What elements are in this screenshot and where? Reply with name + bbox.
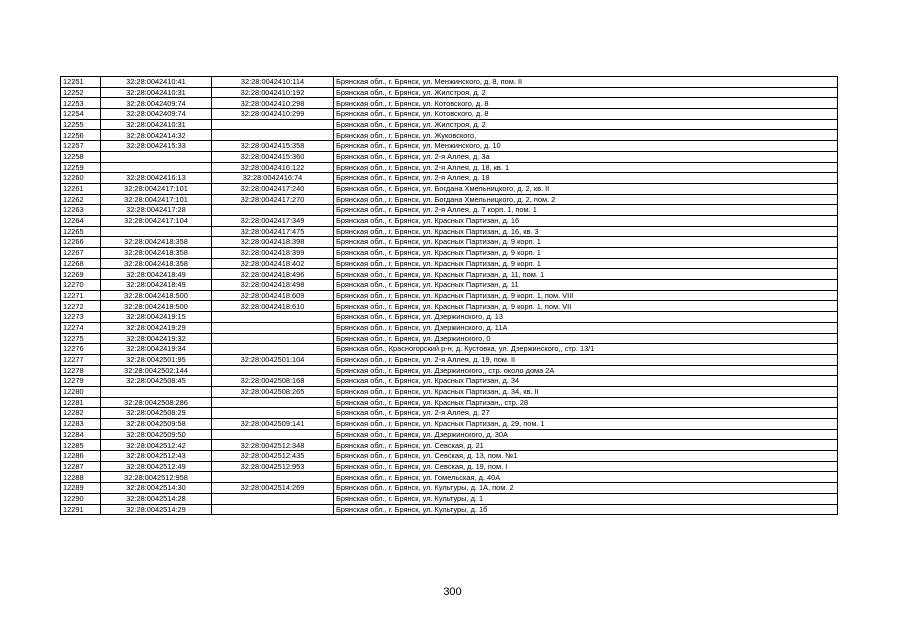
building-cadastral-number-cell: 32:28:0042415:358	[212, 141, 334, 152]
row-number-cell: 12280	[61, 386, 101, 397]
land-cadastral-number-cell: 32:28:0042508:29	[101, 408, 212, 419]
building-cadastral-number-cell: 32:28:0042418:402	[212, 258, 334, 269]
table-row	[61, 258, 838, 269]
row-number-cell: 12282	[61, 408, 101, 419]
building-cadastral-number-cell	[212, 365, 334, 376]
land-cadastral-number-cell	[101, 162, 212, 173]
building-cadastral-number-cell	[212, 408, 334, 419]
address-cell: Брянская обл., г. Брянск, ул. Гомельская, д. 40А	[334, 472, 838, 483]
row-number-cell: 12289	[61, 483, 101, 494]
building-cadastral-number-cell	[212, 472, 334, 483]
building-cadastral-number-cell: 32:28:0042512:348	[212, 440, 334, 451]
table-row	[61, 130, 838, 141]
building-cadastral-number-cell: 32:28:0042415:360	[212, 151, 334, 162]
building-cadastral-number-cell: 32:28:0042410:298	[212, 98, 334, 109]
table-row	[61, 483, 838, 494]
table-row	[61, 376, 838, 387]
table-row	[61, 493, 838, 504]
table-row	[61, 87, 838, 98]
address-cell: Брянская обл., г. Брянск, ул. Красных Партизан, д. 9 корп. 1	[334, 248, 838, 259]
row-number-cell: 12276	[61, 344, 101, 355]
address-cell: Брянская обл., г. Брянск, ул. Богдана Хмельницкого, д. 2, пом. 2	[334, 194, 838, 205]
building-cadastral-number-cell: 32:28:0042417:270	[212, 194, 334, 205]
table-row	[61, 237, 838, 248]
land-cadastral-number-cell: 32:28:0042419:32	[101, 333, 212, 344]
row-number-cell: 12275	[61, 333, 101, 344]
land-cadastral-number-cell: 32:28:0042409:74	[101, 109, 212, 120]
land-cadastral-number-cell: 32:28:0042419:34	[101, 344, 212, 355]
land-cadastral-number-cell: 32:28:0042419:15	[101, 312, 212, 323]
address-cell: Брянская обл., г. Брянск, ул. Культуры, д. 1А, пом. 2	[334, 483, 838, 494]
building-cadastral-number-cell	[212, 119, 334, 130]
row-number-cell: 12288	[61, 472, 101, 483]
table-row	[61, 461, 838, 472]
row-number-cell: 12261	[61, 183, 101, 194]
row-number-cell: 12256	[61, 130, 101, 141]
address-cell: Брянская обл., г. Брянск, ул. Красных Партизан, д. 9 корп. 1, пом. VII	[334, 301, 838, 312]
row-number-cell: 12257	[61, 141, 101, 152]
address-cell: Брянская обл., г. Брянск, ул. Красных Партизан, д. 34	[334, 376, 838, 387]
row-number-cell: 12285	[61, 440, 101, 451]
table-row	[61, 504, 838, 515]
land-cadastral-number-cell: 32:28:0042418:500	[101, 290, 212, 301]
building-cadastral-number-cell	[212, 493, 334, 504]
address-cell: Брянская обл., г. Брянск, ул. Красных Партизан, д. 16	[334, 215, 838, 226]
address-cell: Брянская обл., г. Брянск, ул. Котовского, д. 8	[334, 109, 838, 120]
address-cell: Брянская обл., г. Брянск, ул. Красных Партизан, д. 16, кв. 3	[334, 226, 838, 237]
land-cadastral-number-cell	[101, 151, 212, 162]
land-cadastral-number-cell: 32:28:0042501:95	[101, 354, 212, 365]
table-row	[61, 194, 838, 205]
land-cadastral-number-cell: 32:28:0042502:144	[101, 365, 212, 376]
address-cell: Брянская обл., г. Брянск, ул. Севская, д. 21	[334, 440, 838, 451]
registry-table-body	[61, 77, 838, 515]
address-cell: Брянская обл., г. Брянск, ул. Дзержинского, д. 13	[334, 312, 838, 323]
row-number-cell: 12273	[61, 312, 101, 323]
table-row	[61, 333, 838, 344]
building-cadastral-number-cell	[212, 504, 334, 515]
table-row	[61, 472, 838, 483]
table-row	[61, 386, 838, 397]
row-number-cell: 12265	[61, 226, 101, 237]
building-cadastral-number-cell: 32:28:0042508:265	[212, 386, 334, 397]
registry-table	[60, 76, 838, 515]
land-cadastral-number-cell: 32:28:0042409:74	[101, 98, 212, 109]
building-cadastral-number-cell: 32:28:0042508:168	[212, 376, 334, 387]
building-cadastral-number-cell: 32:28:0042410:114	[212, 77, 334, 88]
building-cadastral-number-cell: 32:28:0042410:299	[212, 109, 334, 120]
table-row	[61, 344, 838, 355]
building-cadastral-number-cell: 32:28:0042418:610	[212, 301, 334, 312]
building-cadastral-number-cell: 32:28:0042418:498	[212, 280, 334, 291]
table-row	[61, 269, 838, 280]
building-cadastral-number-cell	[212, 312, 334, 323]
table-row	[61, 280, 838, 291]
land-cadastral-number-cell: 32:28:0042512:49	[101, 461, 212, 472]
row-number-cell: 12258	[61, 151, 101, 162]
land-cadastral-number-cell: 32:28:0042509:58	[101, 419, 212, 430]
address-cell: Брянская обл., г. Брянск, ул. Жуковского,	[334, 130, 838, 141]
land-cadastral-number-cell: 32:28:0042418:49	[101, 269, 212, 280]
table-row	[61, 440, 838, 451]
table-row	[61, 322, 838, 333]
land-cadastral-number-cell: 32:28:0042514:30	[101, 483, 212, 494]
row-number-cell: 12259	[61, 162, 101, 173]
address-cell: Брянская обл., г. Брянск, ул. Котовского, д. 8	[334, 98, 838, 109]
land-cadastral-number-cell: 32:28:0042418:49	[101, 280, 212, 291]
land-cadastral-number-cell: 32:28:0042509:50	[101, 429, 212, 440]
row-number-cell: 12262	[61, 194, 101, 205]
address-cell: Брянская обл., г. Брянск, ул. Культуры, д. 1б	[334, 504, 838, 515]
table-row	[61, 77, 838, 88]
row-number-cell: 12253	[61, 98, 101, 109]
land-cadastral-number-cell: 32:28:0042410:31	[101, 87, 212, 98]
table-row	[61, 248, 838, 259]
table-row	[61, 162, 838, 173]
land-cadastral-number-cell: 32:28:0042419:29	[101, 322, 212, 333]
address-cell: Брянская обл., г. Брянск, ул. Дзержинского, д. 30А	[334, 429, 838, 440]
row-number-cell: 12274	[61, 322, 101, 333]
building-cadastral-number-cell: 32:28:0042418:609	[212, 290, 334, 301]
land-cadastral-number-cell: 32:28:0042417:28	[101, 205, 212, 216]
address-cell: Брянская обл., г. Брянск, ул. Красных Партизан, д. 29, пом. 1	[334, 419, 838, 430]
row-number-cell: 12283	[61, 419, 101, 430]
land-cadastral-number-cell: 32:28:0042417:101	[101, 183, 212, 194]
land-cadastral-number-cell: 32:28:0042418:500	[101, 301, 212, 312]
building-cadastral-number-cell	[212, 344, 334, 355]
building-cadastral-number-cell: 32:28:0042501:104	[212, 354, 334, 365]
table-row	[61, 173, 838, 184]
row-number-cell: 12251	[61, 77, 101, 88]
address-cell: Брянская обл., Красногорский р-н, д. Кустовка, ул. Дзержинского,, стр. 13/1	[334, 344, 838, 355]
building-cadastral-number-cell	[212, 322, 334, 333]
table-row	[61, 205, 838, 216]
land-cadastral-number-cell: 32:28:0042418:358	[101, 258, 212, 269]
building-cadastral-number-cell: 32:28:0042417:475	[212, 226, 334, 237]
row-number-cell: 12284	[61, 429, 101, 440]
building-cadastral-number-cell: 32:28:0042417:349	[212, 215, 334, 226]
row-number-cell: 12270	[61, 280, 101, 291]
building-cadastral-number-cell: 32:28:0042514:269	[212, 483, 334, 494]
table-row	[61, 290, 838, 301]
table-row	[61, 397, 838, 408]
address-cell: Брянская обл., г. Брянск, ул. Красных Партизан, д. 9 корп. 1	[334, 237, 838, 248]
table-row	[61, 419, 838, 430]
table-row	[61, 151, 838, 162]
table-row	[61, 109, 838, 120]
table-row	[61, 226, 838, 237]
table-row	[61, 365, 838, 376]
row-number-cell: 12254	[61, 109, 101, 120]
row-number-cell: 12272	[61, 301, 101, 312]
row-number-cell: 12271	[61, 290, 101, 301]
building-cadastral-number-cell: 32:28:0042417:240	[212, 183, 334, 194]
address-cell: Брянская обл., г. Брянск, ул. Красных Партизан,, стр. 28	[334, 397, 838, 408]
table-row	[61, 141, 838, 152]
building-cadastral-number-cell: 32:28:0042418:399	[212, 248, 334, 259]
building-cadastral-number-cell	[212, 205, 334, 216]
row-number-cell: 12278	[61, 365, 101, 376]
row-number-cell: 12277	[61, 354, 101, 365]
address-cell: Брянская обл., г. Брянск, ул. Красных Партизан, д. 9 корп. 1	[334, 258, 838, 269]
table-row	[61, 301, 838, 312]
building-cadastral-number-cell: 32:28:0042512:953	[212, 461, 334, 472]
address-cell: Брянская обл., г. Брянск, ул. 2-я Аллея, д. 7 корп. 1, пом. 1	[334, 205, 838, 216]
land-cadastral-number-cell: 32:28:0042418:358	[101, 248, 212, 259]
page-number: 300	[443, 586, 462, 598]
address-cell: Брянская обл., г. Брянск, ул. Дзержинского, 0	[334, 333, 838, 344]
land-cadastral-number-cell: 32:28:0042512:42	[101, 440, 212, 451]
building-cadastral-number-cell: 32:28:0042509:141	[212, 419, 334, 430]
address-cell: Брянская обл., г. Брянск, ул. Менжинского, д. 8, пом. II	[334, 77, 838, 88]
land-cadastral-number-cell: 32:28:0042512:958	[101, 472, 212, 483]
address-cell: Брянская обл., г. Брянск, ул. 2-я Аллея, д. 3а	[334, 151, 838, 162]
row-number-cell: 12291	[61, 504, 101, 515]
address-cell: Брянская обл., г. Брянск, ул. 2-я Аллея, д. 18	[334, 173, 838, 184]
address-cell: Брянская обл., г. Брянск, ул. Жилстроя, д. 2	[334, 87, 838, 98]
land-cadastral-number-cell: 32:28:0042410:41	[101, 77, 212, 88]
table-row	[61, 429, 838, 440]
address-cell: Брянская обл., г. Брянск, ул. Красных Партизан, д. 11	[334, 280, 838, 291]
table-row	[61, 312, 838, 323]
address-cell: Брянская обл., г. Брянск, ул. Дзержинского,, стр. около дома 2А	[334, 365, 838, 376]
building-cadastral-number-cell: 32:28:0042512:435	[212, 451, 334, 462]
land-cadastral-number-cell: 32:28:0042414:32	[101, 130, 212, 141]
table-row	[61, 451, 838, 462]
row-number-cell: 12269	[61, 269, 101, 280]
table-row	[61, 408, 838, 419]
row-number-cell: 12286	[61, 451, 101, 462]
land-cadastral-number-cell: 32:28:0042418:358	[101, 237, 212, 248]
building-cadastral-number-cell: 32:28:0042416:74	[212, 173, 334, 184]
land-cadastral-number-cell: 32:28:0042417:104	[101, 215, 212, 226]
row-number-cell: 12287	[61, 461, 101, 472]
building-cadastral-number-cell	[212, 333, 334, 344]
row-number-cell: 12267	[61, 248, 101, 259]
row-number-cell: 12264	[61, 215, 101, 226]
address-cell: Брянская обл., г. Брянск, ул. Красных Партизан, д. 11, пом. 1	[334, 269, 838, 280]
building-cadastral-number-cell	[212, 429, 334, 440]
row-number-cell: 12263	[61, 205, 101, 216]
land-cadastral-number-cell: 32:28:0042415:33	[101, 141, 212, 152]
address-cell: Брянская обл., г. Брянск, ул. 2-я Аллея, д. 18, кв. 1	[334, 162, 838, 173]
row-number-cell: 12255	[61, 119, 101, 130]
land-cadastral-number-cell: 32:28:0042514:28	[101, 493, 212, 504]
table-row	[61, 119, 838, 130]
row-number-cell: 12290	[61, 493, 101, 504]
building-cadastral-number-cell: 32:28:0042418:398	[212, 237, 334, 248]
land-cadastral-number-cell: 32:28:0042410:31	[101, 119, 212, 130]
address-cell: Брянская обл., г. Брянск, ул. Севская, д. 19, пом. I	[334, 461, 838, 472]
address-cell: Брянская обл., г. Брянск, ул. Дзержинского, д. 11А	[334, 322, 838, 333]
address-cell: Брянская обл., г. Брянск, ул. Менжинского, д. 10	[334, 141, 838, 152]
land-cadastral-number-cell	[101, 226, 212, 237]
building-cadastral-number-cell	[212, 397, 334, 408]
land-cadastral-number-cell: 32:28:0042416:13	[101, 173, 212, 184]
building-cadastral-number-cell: 32:28:0042418:496	[212, 269, 334, 280]
building-cadastral-number-cell	[212, 130, 334, 141]
row-number-cell: 12252	[61, 87, 101, 98]
table-row	[61, 354, 838, 365]
row-number-cell: 12260	[61, 173, 101, 184]
row-number-cell: 12268	[61, 258, 101, 269]
address-cell: Брянская обл., г. Брянск, ул. Жилстроя, д. 2	[334, 119, 838, 130]
land-cadastral-number-cell: 32:28:0042514:29	[101, 504, 212, 515]
table-row	[61, 183, 838, 194]
building-cadastral-number-cell: 32:28:0042410:192	[212, 87, 334, 98]
land-cadastral-number-cell	[101, 386, 212, 397]
address-cell: Брянская обл., г. Брянск, ул. Богдана Хмельницкого, д. 2, кв. II	[334, 183, 838, 194]
building-cadastral-number-cell: 32:28:0042416:122	[212, 162, 334, 173]
land-cadastral-number-cell: 32:28:0042508:286	[101, 397, 212, 408]
address-cell: Брянская обл., г. Брянск, ул. Севская, д. 13, пом. №1	[334, 451, 838, 462]
address-cell: Брянская обл., г. Брянск, ул. Культуры, д. 1	[334, 493, 838, 504]
row-number-cell: 12266	[61, 237, 101, 248]
row-number-cell: 12281	[61, 397, 101, 408]
table-row	[61, 215, 838, 226]
land-cadastral-number-cell: 32:28:0042512:43	[101, 451, 212, 462]
address-cell: Брянская обл., г. Брянск, ул. Красных Партизан, д. 9 корп. 1, пом. VIII	[334, 290, 838, 301]
land-cadastral-number-cell: 32:28:0042508:45	[101, 376, 212, 387]
address-cell: Брянская обл., г. Брянск, ул. Красных Партизан, д. 34, кв. II	[334, 386, 838, 397]
address-cell: Брянская обл., г. Брянск, ул. 2-я Аллея, д. 19, пом. II	[334, 354, 838, 365]
row-number-cell: 12279	[61, 376, 101, 387]
land-cadastral-number-cell: 32:28:0042417:101	[101, 194, 212, 205]
address-cell: Брянская обл., г. Брянск, ул. 2-я Аллея, д. 27	[334, 408, 838, 419]
table-row	[61, 98, 838, 109]
